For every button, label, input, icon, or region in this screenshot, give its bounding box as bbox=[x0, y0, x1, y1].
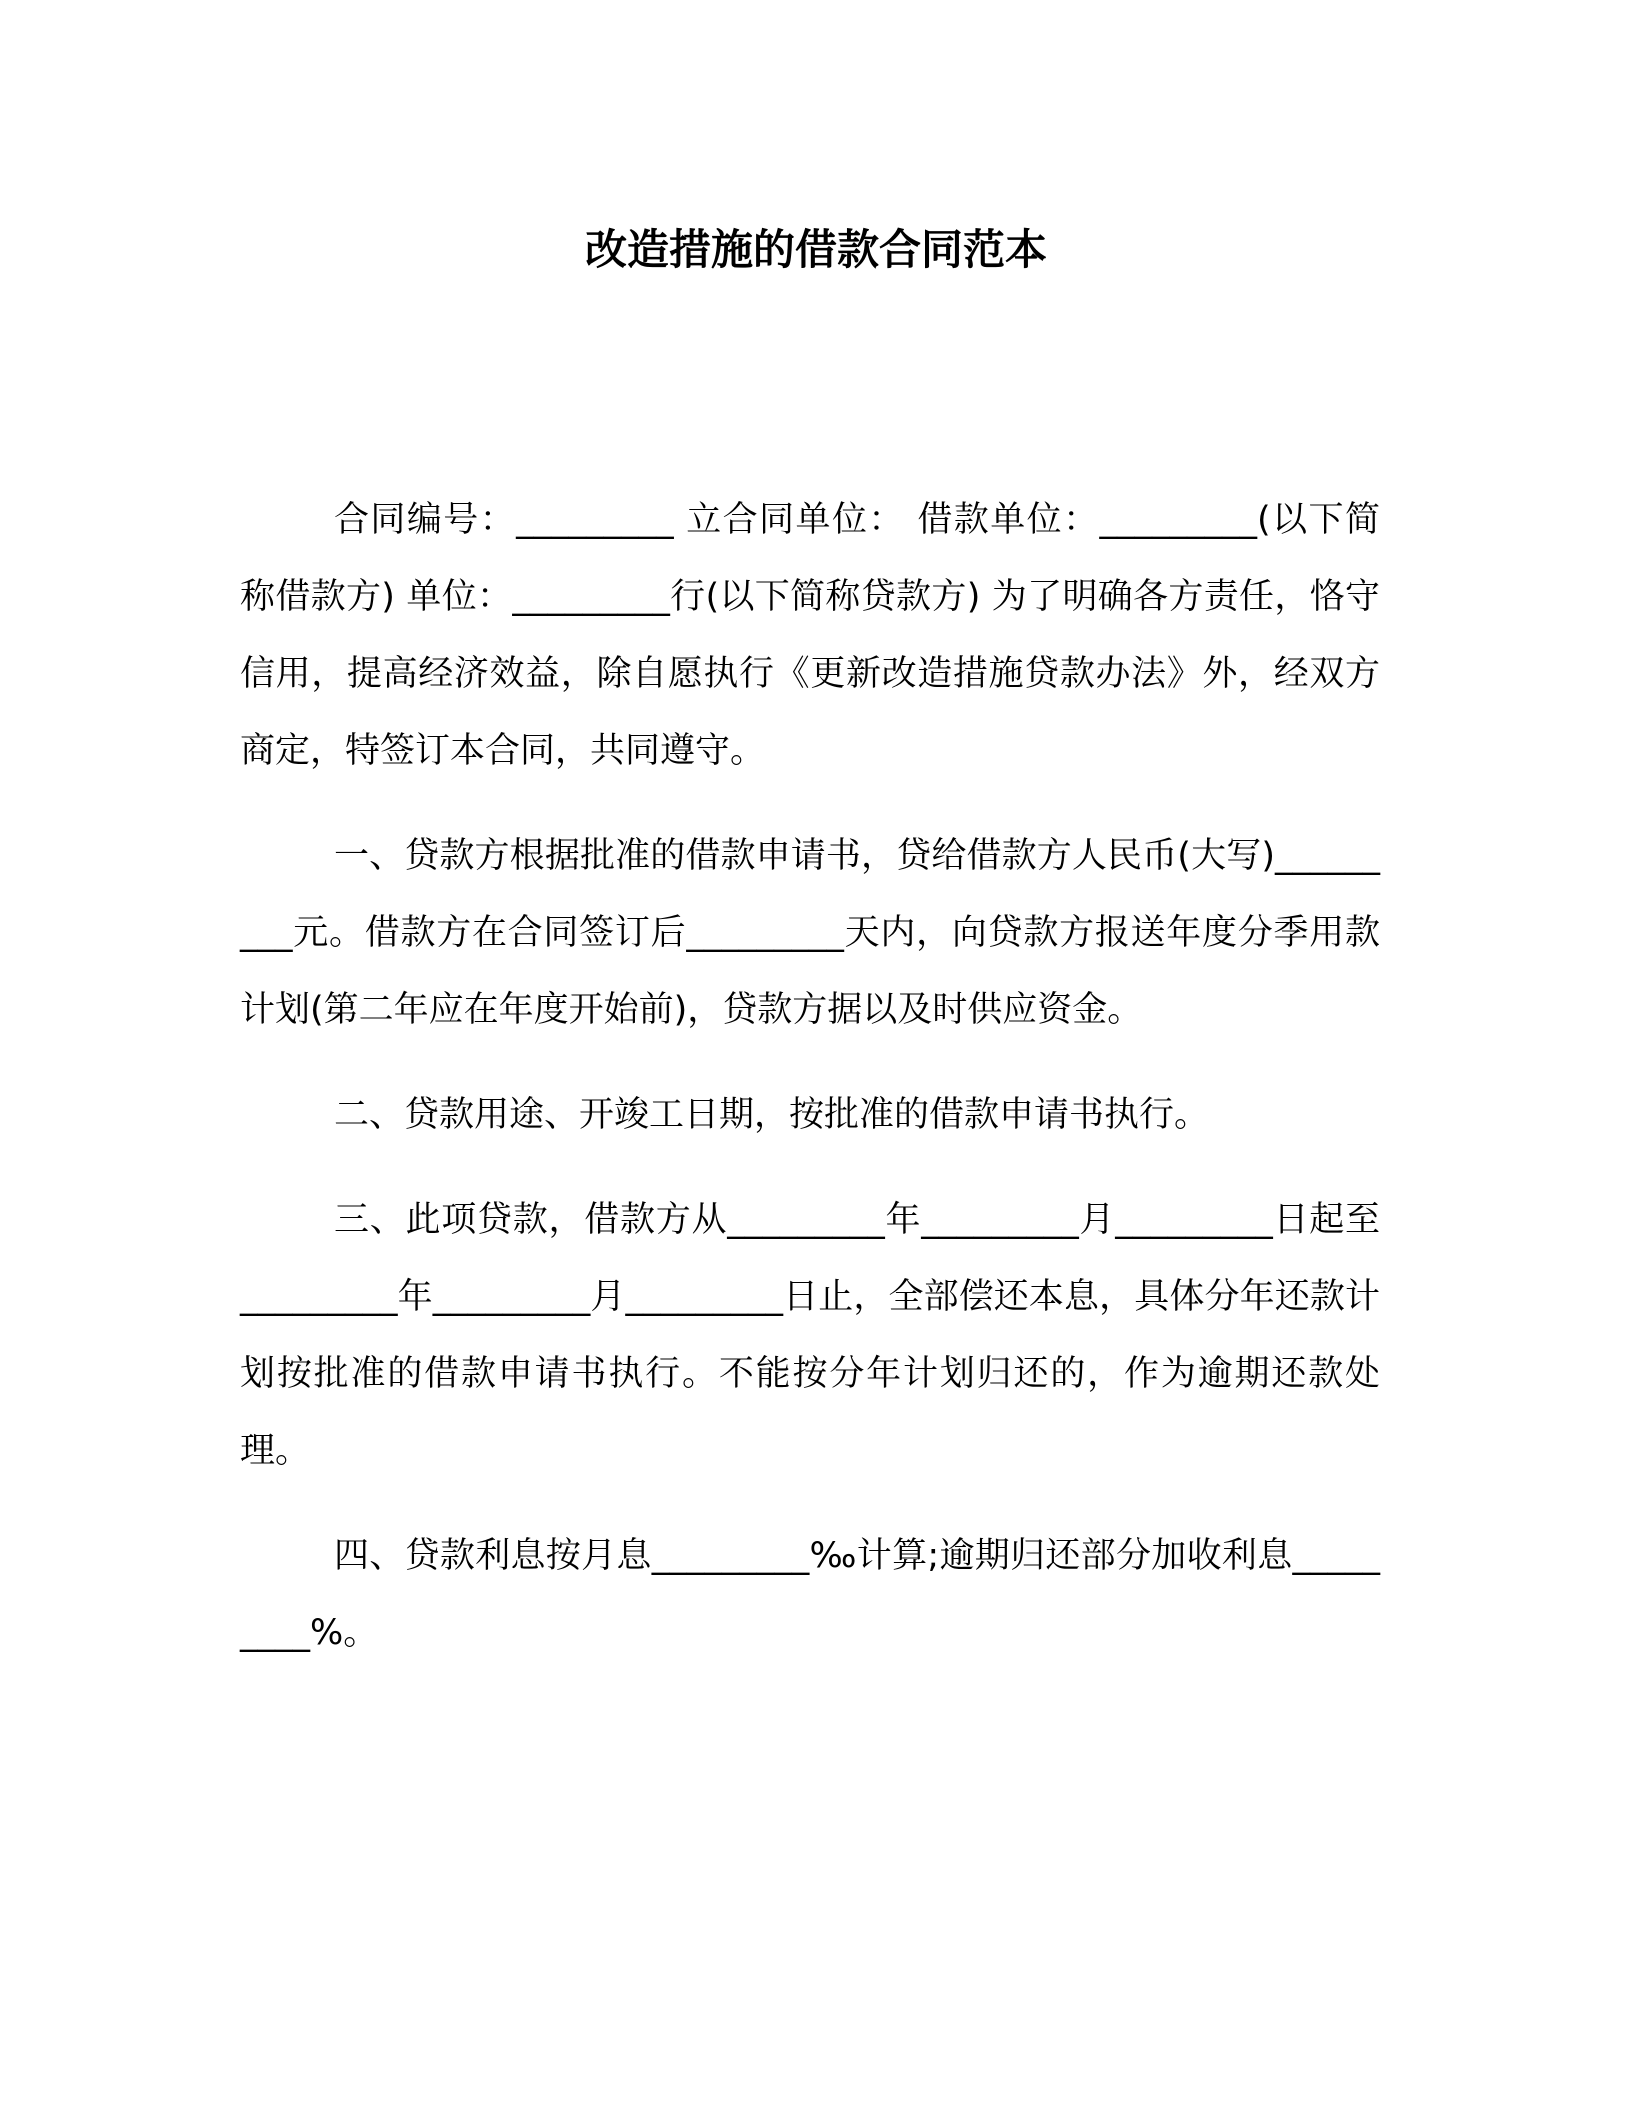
paragraph-article-1: 一、贷款方根据批准的借款申请书，贷给借款方人民币(大写)_________元。借款方在合同签订后_________天内，向贷款方报送年度分季用款计划(第二年应在年度开始前)，贷款方据以及时供应资金。 bbox=[240, 836, 1380, 1030]
paragraph-preamble: 合同编号：_________ 立合同单位： 借款单位：_________(以下简称借款方) 单位：_________行(以下简称贷款方) 为了明确各方责任，恪守信用，提高经济效益，除自愿执行《更新改造措施贷款办法》外，经双方商定，特签订本合同，共同遵守。 bbox=[240, 500, 1380, 771]
paragraph-article-4: 四、贷款利息按月息_________‰计算;逾期归还部分加收利息_________%。 bbox=[240, 1536, 1380, 1653]
paragraph-article-3: 三、此项贷款，借款方从_________年_________月_________日起至_________年_________月_________日止，全部偿还本息，具体分年还款计划按批准的借款申请书执行。不能按分年计划归还的，作为逾期还款处理。 bbox=[240, 1200, 1380, 1471]
document-body bbox=[240, 482, 1380, 1700]
paragraph-article-2: 二、贷款用途、开竣工日期，按批准的借款申请书执行。 bbox=[334, 1095, 1210, 1135]
document-title: 改造措施的借款合同范本 bbox=[584, 225, 1047, 274]
